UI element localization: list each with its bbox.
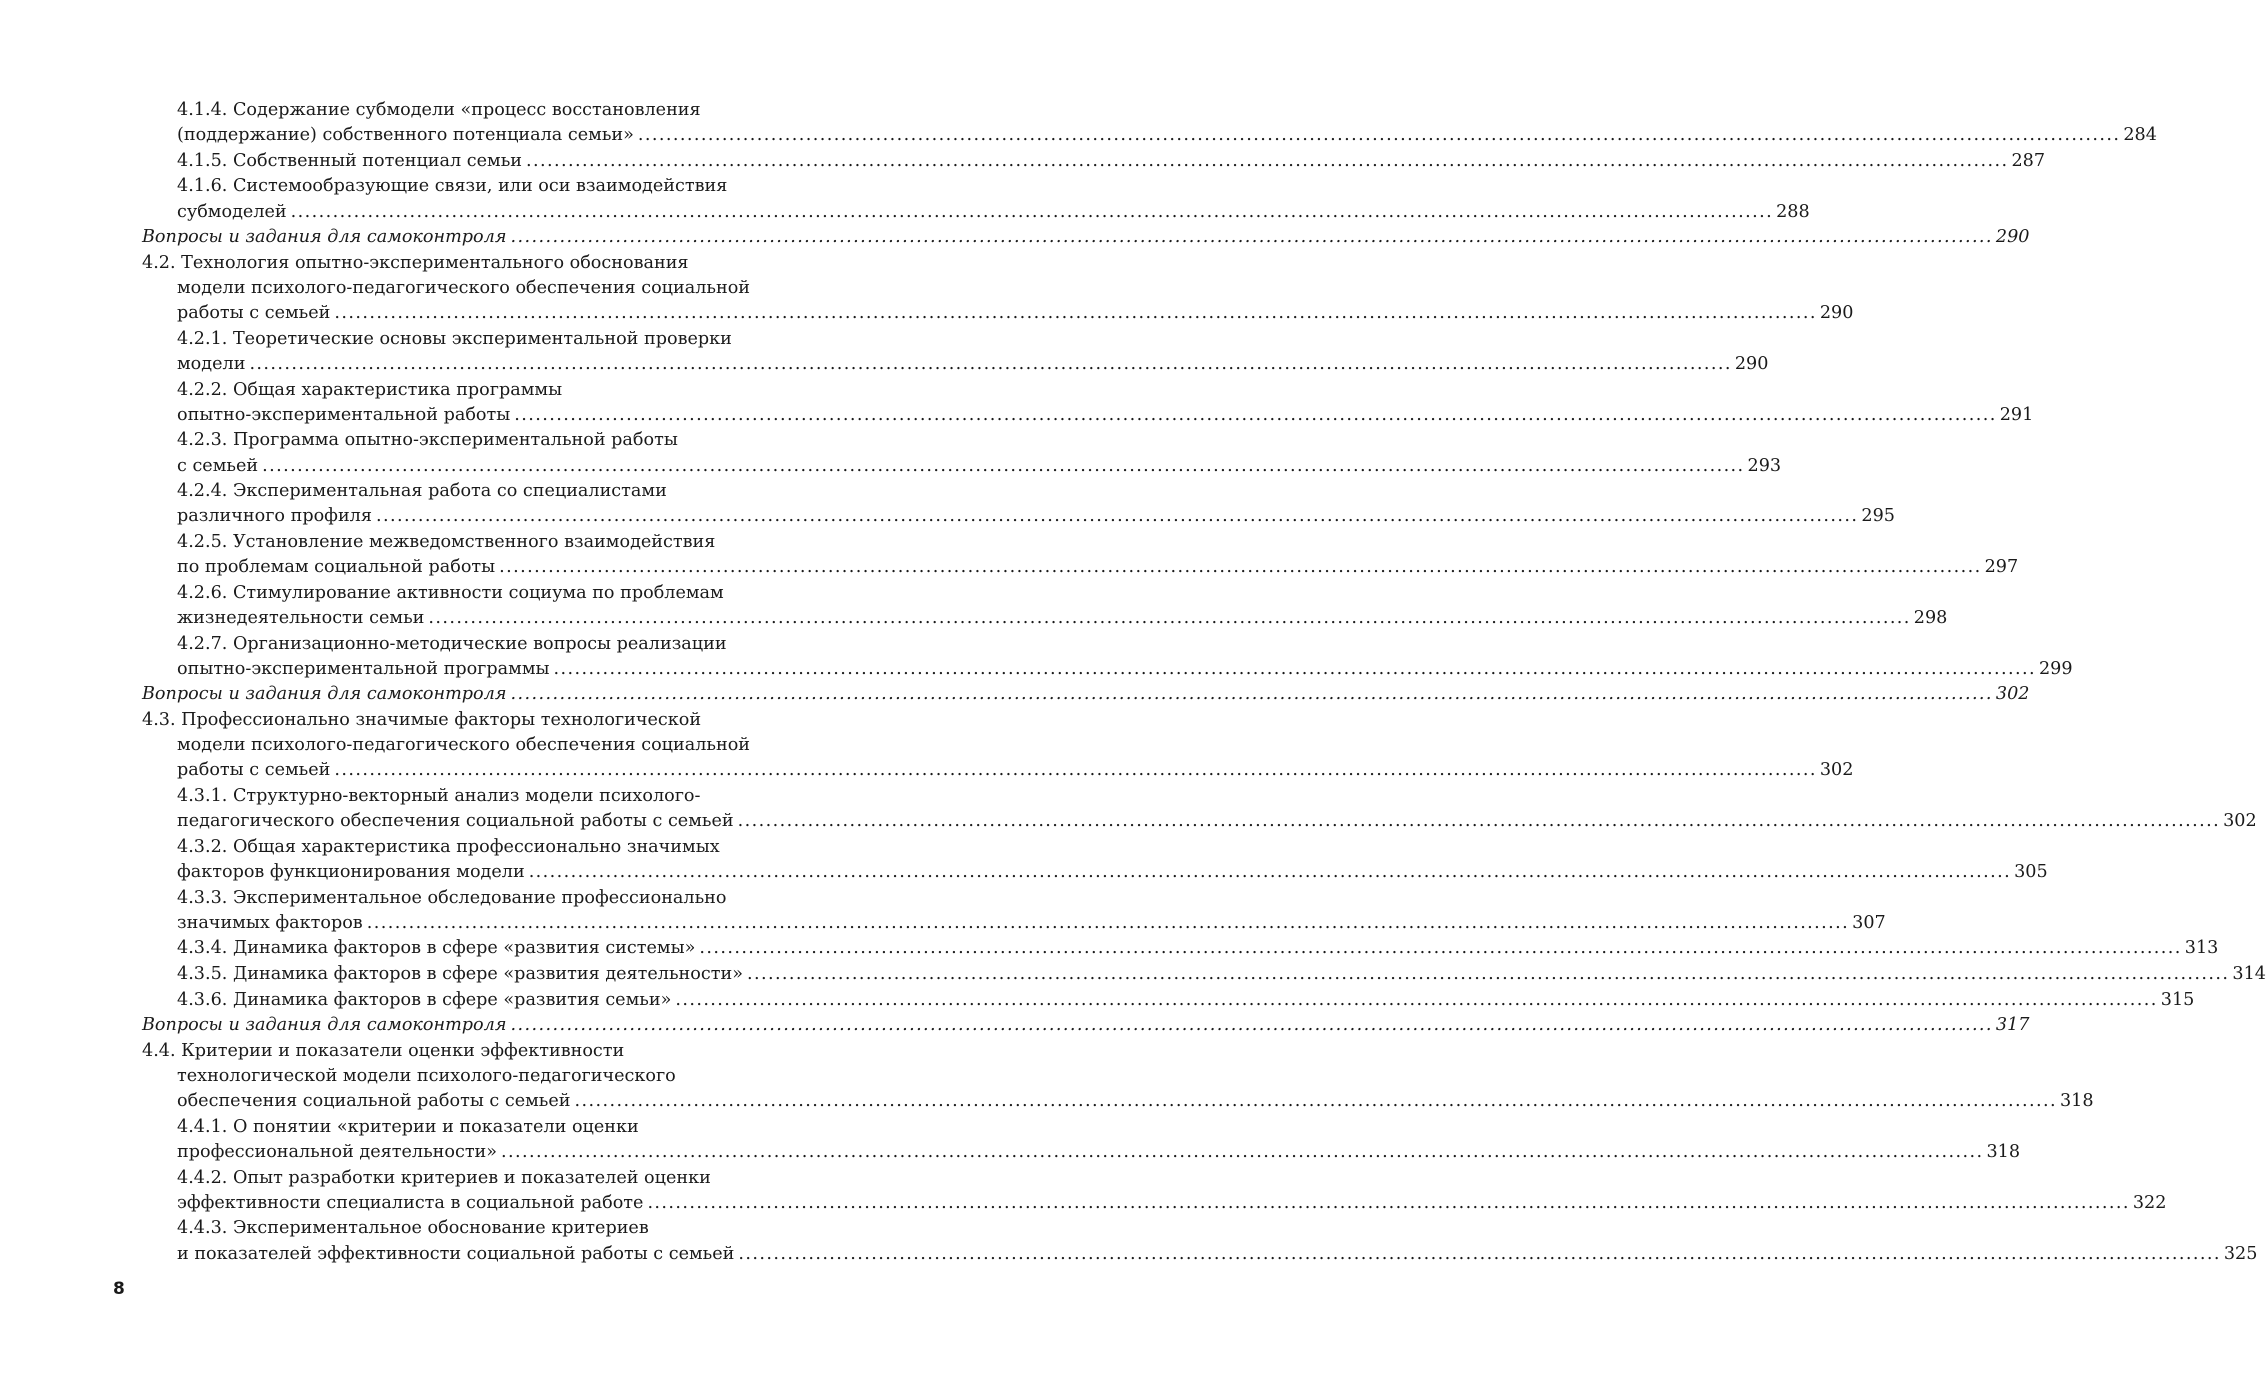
toc-leader-dots	[514, 403, 1996, 428]
toc-subsection-entry[interactable]	[142, 149, 2046, 174]
toc-entry-text: с семьей	[177, 455, 259, 476]
toc-entry-text: жизнедеятельности семьи	[177, 607, 425, 628]
toc-entry-line	[177, 352, 1769, 377]
toc-subsection-entry[interactable]	[142, 1216, 2258, 1266]
toc-entry-text: работы с семьей	[177, 303, 331, 324]
toc-entry-text: технологической модели психолого-педагогического	[177, 1065, 676, 1086]
toc-entry-text: Вопросы и задания для самоконтроля	[142, 684, 507, 705]
toc-page-number: 302	[1819, 760, 1854, 781]
toc-leader-dots	[738, 809, 2220, 834]
toc-entry-line	[142, 301, 1854, 326]
toc-entry-line	[142, 251, 788, 276]
toc-entry-line	[177, 530, 788, 555]
toc-leader-dots	[638, 123, 2120, 148]
toc-entry-text: 4.1.5. Собственный потенциал семьи	[177, 150, 523, 171]
toc-entry-text: модели психолого-педагогического обеспечения социальной	[177, 735, 751, 756]
toc-subsection-entry[interactable]	[142, 581, 1948, 631]
toc-entry-text: опытно-экспериментальной работы	[177, 404, 511, 425]
page-number: 8	[113, 1279, 125, 1299]
toc-page-number: 298	[1913, 607, 1948, 628]
toc-subsection-entry[interactable]	[142, 632, 2073, 682]
toc-entry-line	[177, 988, 2195, 1013]
toc-entry-text: 4.1.6. Системообразующие связи, или оси взаимодействия	[177, 176, 728, 197]
toc-entry-line	[142, 1064, 788, 1089]
toc-entry-text: по проблемам социальной работы	[177, 557, 496, 578]
toc-entry-text: 4.3.5. Динамика факторов в сфере «развития деятельности»	[177, 963, 743, 984]
toc-leader-dots	[699, 936, 2181, 961]
toc-section-entry[interactable]	[142, 708, 1854, 784]
toc-leader-dots	[738, 1242, 2220, 1267]
table-of-contents	[142, 98, 2266, 1267]
toc-entry-text: 4.3.4. Динамика факторов в сфере «развития системы»	[177, 938, 696, 959]
toc-entry-line	[177, 1216, 788, 1241]
toc-page-number: 314	[2232, 963, 2266, 984]
toc-entry-text: субмоделей	[177, 201, 287, 222]
toc-entry-line	[142, 758, 1854, 783]
toc-entry-line	[142, 1089, 2094, 1114]
toc-entry-text: 4.3.6. Динамика факторов в сфере «развития семьи»	[177, 989, 672, 1010]
toc-subsection-entry[interactable]	[142, 530, 2019, 580]
toc-entry-line	[177, 428, 788, 453]
toc-entry-text: 4.3.1. Структурно-векторный анализ модели психолого-	[177, 785, 701, 806]
toc-entry-line	[177, 860, 2048, 885]
toc-entry-text: 4.4.1. О понятии «критерии и показатели оценки	[177, 1116, 639, 1137]
toc-entry-line	[177, 784, 788, 809]
toc-entry-text: 4.2.2. Общая характеристика программы	[177, 379, 563, 400]
toc-page-number: 318	[2059, 1091, 2094, 1112]
toc-entry-text: 4.1.4. Содержание субмодели «процесс восстановления	[177, 100, 701, 120]
toc-entry-line	[177, 911, 1886, 936]
toc-page-number: 322	[2132, 1192, 2167, 1213]
toc-subsection-entry[interactable]	[142, 1115, 2021, 1165]
toc-page-number: 290	[1995, 227, 2030, 248]
toc-entry-line	[177, 1191, 2167, 1216]
toc-entry-text: 4.4.3. Экспериментальное обоснование критериев	[177, 1218, 649, 1239]
toc-leader-dots	[529, 860, 2011, 885]
toc-entry-text: различного профиля	[177, 506, 372, 527]
toc-page-number: 305	[2014, 861, 2048, 882]
toc-subsection-entry[interactable]	[142, 327, 1769, 377]
toc-entry-text: Вопросы и задания для самоконтроля	[142, 1015, 507, 1036]
toc-entry-line	[177, 581, 788, 606]
toc-subsection-entry[interactable]	[142, 479, 1895, 529]
toc-entry-text: педагогического обеспечения социальной работы с семьей	[177, 811, 734, 832]
toc-entry-line	[177, 632, 788, 657]
toc-entry-line	[142, 1039, 788, 1064]
toc-subsection-entry[interactable]	[142, 1166, 2167, 1216]
toc-page-number: 287	[2011, 150, 2046, 171]
toc-entry-line	[177, 606, 1948, 631]
toc-page-number: 313	[2184, 938, 2219, 959]
toc-leader-dots	[511, 682, 1993, 707]
toc-subsection-entry[interactable]	[142, 988, 2195, 1013]
toc-page-number: 307	[1852, 912, 1886, 933]
toc-leader-dots	[511, 225, 1993, 250]
toc-leader-dots	[334, 301, 1816, 326]
toc-subsection-entry[interactable]	[142, 886, 1886, 936]
toc-entry-text: профессиональной деятельности»	[177, 1141, 498, 1162]
toc-leader-dots	[554, 657, 2036, 682]
toc-page-number: 284	[2123, 125, 2157, 146]
toc-entry-line	[177, 886, 788, 911]
toc-entry-line	[177, 657, 2073, 682]
toc-entry-text: 4.3.3. Экспериментальное обследование профессионально	[177, 887, 727, 908]
toc-entry-line	[177, 1115, 788, 1140]
toc-questions-entry[interactable]	[142, 225, 2030, 250]
toc-page-number: 318	[1986, 1141, 2021, 1162]
toc-entry-line	[142, 1013, 2030, 1038]
toc-entry-line	[177, 479, 788, 504]
toc-subsection-entry[interactable]	[142, 174, 1810, 224]
toc-entry-line	[142, 225, 2030, 250]
toc-leader-dots	[334, 758, 1816, 783]
toc-entry-text: 4.2.4. Экспериментальная работа со специалистами	[177, 481, 667, 502]
toc-entry-line	[177, 555, 2019, 580]
toc-subsection-entry[interactable]	[142, 428, 1782, 478]
toc-page-number: 302	[1995, 684, 2030, 705]
toc-leader-dots	[428, 606, 1910, 631]
toc-leader-dots	[511, 1013, 1993, 1038]
toc-leader-dots	[675, 988, 2157, 1013]
toc-entry-text: факторов функционирования модели	[177, 861, 525, 882]
toc-page-number: 288	[1776, 201, 1810, 222]
toc-entry-line	[177, 962, 2266, 987]
toc-leader-dots	[575, 1089, 2057, 1114]
toc-leader-dots	[647, 1191, 2129, 1216]
toc-page-number: 295	[1861, 506, 1895, 527]
toc-entry-text: Вопросы и задания для самоконтроля	[142, 227, 507, 248]
toc-questions-entry[interactable]	[142, 682, 2030, 707]
toc-entry-text: (поддержание) собственного потенциала семьи»	[177, 125, 634, 146]
toc-entry-text: обеспечения социальной работы с семьей	[177, 1091, 571, 1112]
toc-subsection-entry[interactable]	[142, 962, 2266, 987]
toc-entry-line	[177, 1242, 2258, 1267]
toc-entry-text: работы с семьей	[177, 760, 331, 781]
toc-entry-line	[177, 123, 2157, 148]
toc-entry-text: 4.2. Технология опытно-экспериментального обоснования	[142, 252, 689, 273]
toc-entry-text: эффективности специалиста в социальной работе	[177, 1192, 644, 1213]
toc-page-number: 325	[2223, 1243, 2258, 1264]
toc-entry-line	[177, 174, 788, 199]
toc-leader-dots	[367, 911, 1849, 936]
toc-entry-line	[177, 1140, 2021, 1165]
toc-entry-text: значимых факторов	[177, 912, 363, 933]
toc-entry-line	[177, 454, 1782, 479]
toc-entry-line	[142, 708, 788, 733]
toc-page-number: 315	[2160, 989, 2195, 1010]
toc-entry-line	[142, 276, 788, 301]
toc-page-number: 290	[1819, 303, 1854, 324]
toc-page-number: 302	[2223, 811, 2257, 832]
toc-entry-text: 4.3. Профессионально значимые факторы технологической	[142, 709, 702, 730]
toc-entry-text: опытно-экспериментальной программы	[177, 658, 550, 679]
toc-entry-line	[177, 98, 788, 123]
toc-section-entry[interactable]	[142, 251, 1854, 327]
toc-entry-line	[177, 327, 788, 352]
toc-entry-line	[142, 682, 2030, 707]
toc-page-number: 291	[1999, 404, 2034, 425]
toc-entry-line	[177, 936, 2219, 961]
toc-entry-line	[177, 1166, 788, 1191]
toc-entry-text: 4.3.2. Общая характеристика профессионально значимых	[177, 836, 720, 857]
toc-entry-line	[177, 403, 2034, 428]
toc-entry-line	[177, 200, 1810, 225]
toc-questions-entry[interactable]	[142, 1013, 2030, 1038]
toc-page-number: 293	[1747, 455, 1782, 476]
toc-leader-dots	[262, 454, 1744, 479]
toc-leader-dots	[376, 504, 1858, 529]
toc-entry-text: модели	[177, 353, 246, 374]
toc-page-number: 317	[1995, 1015, 2030, 1036]
toc-leader-dots	[747, 962, 2229, 987]
toc-subsection-entry[interactable]	[142, 378, 2034, 428]
toc-entry-line	[142, 733, 788, 758]
toc-subsection-entry[interactable]	[142, 835, 2048, 885]
toc-leader-dots	[499, 555, 1981, 580]
toc-entry-text: 4.2.7. Организационно-методические вопросы реализации	[177, 633, 727, 654]
toc-entry-line	[177, 149, 2046, 174]
toc-leader-dots	[526, 149, 2008, 174]
toc-subsection-entry[interactable]	[142, 936, 2219, 961]
toc-entry-line	[177, 504, 1895, 529]
toc-entry-text: 4.2.5. Установление межведомственного взаимодействия	[177, 531, 716, 552]
toc-section-entry[interactable]	[142, 1039, 2094, 1115]
toc-page-number: 297	[1984, 557, 2019, 578]
toc-leader-dots	[501, 1140, 1983, 1165]
toc-leader-dots	[291, 200, 1773, 225]
toc-entry-line	[177, 835, 788, 860]
toc-subsection-entry[interactable]	[142, 784, 2257, 834]
toc-entry-line	[177, 378, 788, 403]
toc-entry-text: 4.2.3. Программа опытно-экспериментальной работы	[177, 430, 678, 451]
toc-entry-text: 4.2.1. Теоретические основы экспериментальной проверки	[177, 328, 732, 349]
toc-entry-text: и показателей эффективности социальной работы с семьей	[177, 1243, 735, 1264]
toc-page-number: 290	[1734, 353, 1769, 374]
toc-leader-dots	[249, 352, 1731, 377]
toc-entry-line	[177, 809, 2257, 834]
toc-entry-text: 4.2.6. Стимулирование активности социума по проблемам	[177, 582, 724, 603]
toc-subsection-entry[interactable]	[142, 98, 2157, 148]
toc-entry-text: модели психолого-педагогического обеспечения социальной	[177, 277, 751, 298]
toc-page-number: 299	[2038, 658, 2073, 679]
toc-entry-text: 4.4.2. Опыт разработки критериев и показателей оценки	[177, 1167, 711, 1188]
toc-entry-text: 4.4. Критерии и показатели оценки эффективности	[142, 1040, 625, 1061]
